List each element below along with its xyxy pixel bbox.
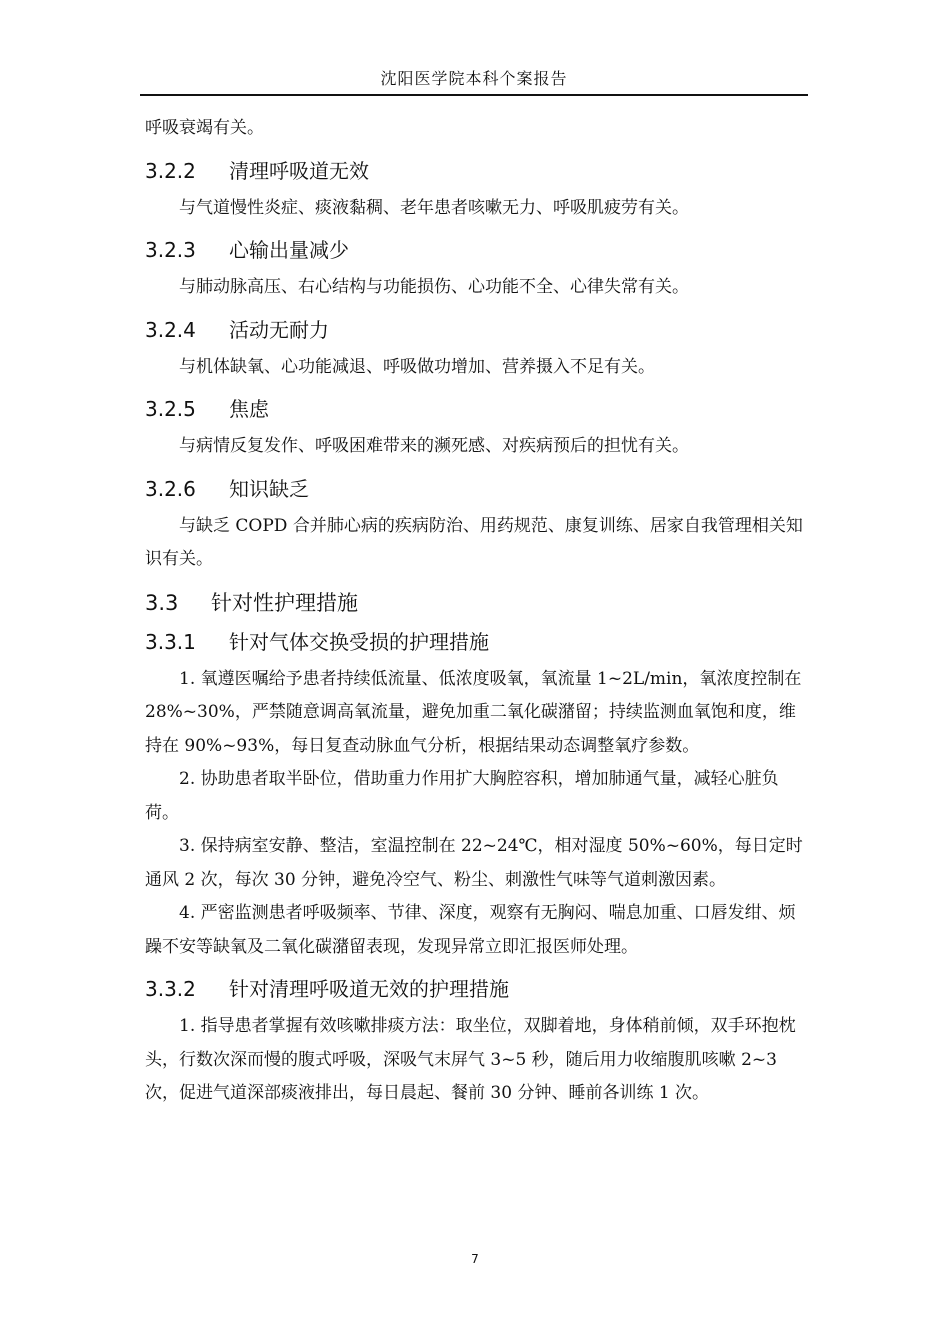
section-number: 3.2.3 — [145, 238, 196, 262]
heading-3-3-1 — [145, 629, 803, 655]
section-number: 3.3.1 — [145, 629, 196, 654]
list-item-3-3-2-1: 1. 指导患者掌握有效咳嗽排痰方法：取坐位，双脚着地，身体稍前倾，双手环抱枕头，行数次深而慢的腹式呼吸，深吸气末屏气 3~5 秒，随后用力收缩腹肌咳嗽 2~3 次，促进气道深部痰液排出，每日晨起、餐前 30 分钟、睡前各训练 1 次。 — [145, 1016, 796, 1103]
heading-3-2-2 — [145, 158, 803, 184]
section-number: 3.3 — [145, 590, 179, 615]
section-number: 3.2.5 — [145, 397, 196, 421]
list-item-3-3-1-2: 2. 协助患者取半卧位，借助重力作用扩大胸腔容积，增加肺通气量，减轻心脏负荷。 — [145, 769, 779, 823]
section-title: 针对性护理措施 — [211, 590, 358, 615]
section-number: 3.2.4 — [145, 317, 196, 342]
section-title: 知识缺乏 — [229, 476, 309, 501]
section-title: 针对清理呼吸道无效的护理措施 — [229, 977, 509, 1001]
heading-3-2-3 — [145, 237, 803, 263]
section-number: 3.2.2 — [145, 158, 196, 183]
continued-paragraph: 呼吸衰竭有关。 — [145, 118, 264, 138]
list-item-3-3-1-4: 4. 严密监测患者呼吸频率、节律、深度，观察有无胸闷、喘息加重、口唇发绀、烦躁不安等缺氧及二氧化碳潴留表现，发现异常立即汇报医师处理。 — [145, 903, 796, 957]
section-title: 清理呼吸道无效 — [229, 158, 369, 183]
paragraph-3-2-2: 与气道慢性炎症、痰液黏稠、老年患者咳嗽无力、呼吸肌疲劳有关。 — [179, 197, 689, 218]
paragraph-3-2-3: 与肺动脉高压、右心结构与功能损伤、心功能不全、心律失常有关。 — [179, 277, 689, 297]
list-item-3-3-1-1: 1. 氧遵医嘱给予患者持续低流量、低浓度吸氧，氧流量 1~2L/min，氧浓度控制在 28%~30%，严禁随意调高氧流量，避免加重二氧化碳潴留；持续监测血氧饱和度，维持在 90%~93%，每日复查动脉血气分析，根据结果动态调整氧疗参数。 — [145, 668, 802, 756]
section-title: 针对气体交换受损的护理措施 — [229, 629, 489, 654]
section-number: 3.2.6 — [145, 476, 196, 501]
heading-3-3-2 — [145, 976, 803, 1002]
heading-3-3 — [145, 589, 803, 617]
paragraph-3-2-6: 与缺乏 COPD 合并肺心病的疾病防治、用药规范、康复训练、居家自我管理相关知识有关。 — [145, 515, 803, 569]
section-title: 心输出量减少 — [229, 238, 349, 262]
paragraph-3-2-5: 与病情反复发作、呼吸困难带来的濒死感、对疾病预后的担忧有关。 — [179, 436, 689, 456]
page-number: 7 — [471, 1252, 479, 1266]
section-title: 焦虑 — [229, 397, 269, 421]
page-header-title: 沈阳医学院本科个案报告 — [380, 69, 568, 88]
section-title: 活动无耐力 — [229, 317, 329, 342]
list-item-3-3-1-3: 3. 保持病室安静、整洁，室温控制在 22~24℃，相对湿度 50%~60%，每日定时通风 2 次，每次 30 分钟，避免冷空气、粉尘、刺激性气味等气道刺激因素。 — [145, 836, 803, 890]
document-body — [145, 112, 803, 1111]
section-number: 3.3.2 — [145, 977, 196, 1001]
heading-3-2-5 — [145, 396, 803, 422]
heading-3-2-4 — [145, 317, 803, 343]
paragraph-3-2-4: 与机体缺氧、心功能减退、呼吸做功增加、营养摄入不足有关。 — [179, 356, 655, 377]
heading-3-2-6 — [145, 476, 803, 502]
header-divider — [140, 94, 808, 96]
